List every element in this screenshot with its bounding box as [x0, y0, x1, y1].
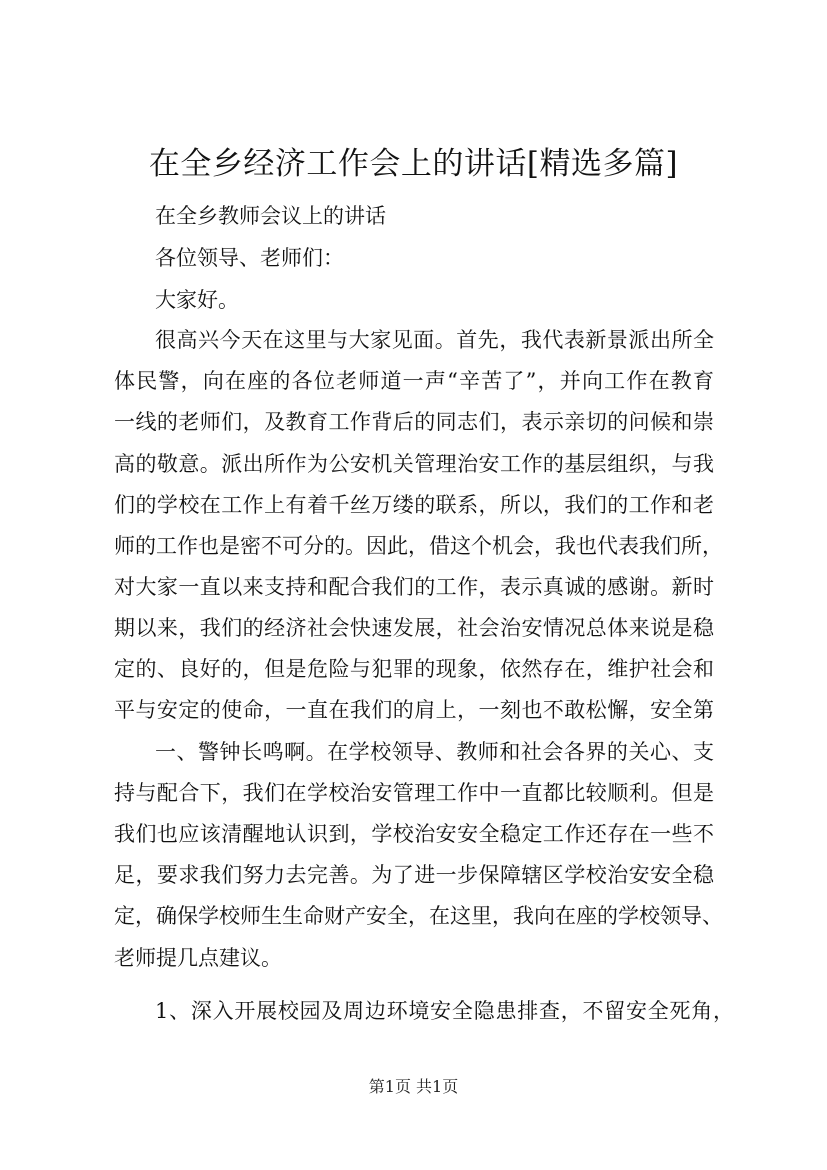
page-number-footer: 第1页 共1页: [368, 1077, 459, 1096]
paragraph-line: 平与安定的使命，一直在我们的肩上，一刻也不敢松懈，安全第: [114, 698, 714, 722]
paragraph-line: 我们也应该清醒地认识到，学校治安安全稳定工作还存在一些不: [114, 822, 714, 846]
paragraph-line: 持与配合下，我们在学校治安管理工作中一直都比较顺利。但是: [114, 781, 714, 805]
salutation-line: 各位领导、老师们：: [155, 246, 344, 270]
paragraph-line: 对大家一直以来支持和配合我们的工作，表示真诚的感谢。新时: [114, 575, 714, 599]
paragraph-line: 老师提几点建议。: [114, 946, 282, 970]
paragraph-line: 师的工作也是密不可分的。因此，借这个机会，我也代表我们所，: [114, 534, 723, 558]
greeting-line: 大家好。: [155, 288, 239, 312]
subtitle-line: 在全乡教师会议上的讲话: [155, 204, 386, 228]
paragraph-line: 足，要求我们努力去完善。为了进一步保障辖区学校治安安全稳: [114, 863, 714, 887]
paragraph-line: 一、警钟长鸣啊。在学校领导、教师和社会各界的关心、支: [155, 740, 714, 764]
paragraph-line: 定，确保学校师生生命财产安全，在这里，我向在座的学校领导、: [114, 904, 723, 928]
paragraph-line: 体民警，向在座的各位老师道一声“辛苦了”，并向工作在教育: [114, 369, 714, 393]
paragraph-line: 很高兴今天在这里与大家见面。首先，我代表新景派出所全: [155, 328, 714, 352]
list-item-line: 1、深入开展校园及周边环境安全隐患排查，不留安全死角，: [155, 999, 734, 1023]
paragraph-line: 高的敬意。派出所作为公安机关管理治安工作的基层组织，与我: [114, 452, 714, 476]
paragraph-line: 定的、良好的，但是危险与犯罪的现象，依然存在，维护社会和: [114, 657, 714, 681]
paragraph-line: 期以来，我们的经济社会快速发展，社会治安情况总体来说是稳: [114, 616, 714, 640]
paragraph-line: 们的学校在工作上有着千丝万缕的联系，所以，我们的工作和老: [114, 493, 714, 517]
document-title: 在全乡经济工作会上的讲话[精选多篇]: [148, 146, 679, 182]
paragraph-line: 一线的老师们，及教育工作背后的同志们，表示亲切的问候和崇: [114, 410, 714, 434]
